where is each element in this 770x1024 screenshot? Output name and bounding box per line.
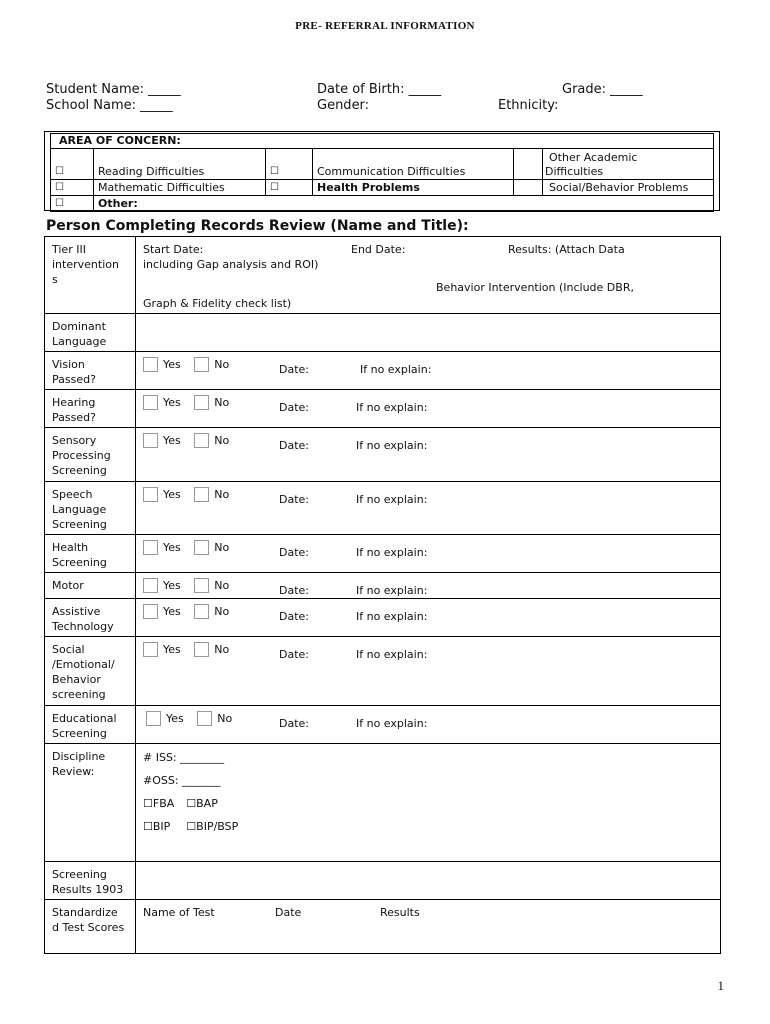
explain-label: If no explain:	[356, 493, 428, 506]
iss-field[interactable]: # ISS: ________	[143, 751, 225, 764]
explain-label: If no explain:	[356, 401, 428, 414]
no-checkbox[interactable]	[194, 578, 209, 593]
explain-label: If no explain:	[356, 584, 428, 597]
explain-label: If no explain:	[356, 546, 428, 559]
tier3-end-date: End Date:	[351, 243, 406, 256]
test-name-header: Name of Test	[143, 906, 215, 919]
tier3-gap: including Gap analysis and ROI)	[143, 258, 319, 271]
oss-field[interactable]: #OSS: _______	[143, 774, 221, 787]
tier3-label: Tier III intervention s	[45, 237, 136, 314]
table-row	[45, 314, 721, 352]
date-label: Date:	[279, 648, 309, 661]
table-row	[45, 900, 721, 954]
no-checkbox[interactable]	[194, 604, 209, 619]
table-row	[45, 862, 721, 900]
tier3-cell[interactable]	[136, 237, 721, 314]
yes-checkbox[interactable]	[143, 604, 158, 619]
no-checkbox[interactable]	[197, 711, 212, 726]
grade-field: Grade: _____	[562, 82, 643, 97]
yes-checkbox[interactable]	[143, 395, 158, 410]
school-name-field: School Name: _____	[46, 98, 173, 113]
no-checkbox[interactable]	[194, 540, 209, 555]
table-row: Speech Language Screening Yes No Date: If no explain:	[45, 482, 721, 535]
yes-checkbox[interactable]	[143, 540, 158, 555]
explain-label: If no explain:	[356, 439, 428, 452]
date-label: Date:	[279, 717, 309, 730]
hearing-label: Hearing Passed?	[45, 390, 136, 428]
table-row: Vision Passed? Yes No Date: If no explain:	[45, 352, 721, 390]
test-results-header: Results	[380, 906, 420, 919]
bap-checkbox[interactable]: ☐BAP	[186, 797, 218, 810]
yes-checkbox[interactable]	[143, 357, 158, 372]
page-number: 1	[717, 978, 724, 993]
health-screening-label: Health Screening	[45, 535, 136, 573]
dominant-language-label: Dominant Language	[45, 314, 136, 352]
date-label: Date:	[279, 493, 309, 506]
no-checkbox[interactable]	[194, 433, 209, 448]
no-checkbox[interactable]	[194, 642, 209, 657]
table-row: Hearing Passed? Yes No Date: If no explain:	[45, 390, 721, 428]
no-checkbox[interactable]	[194, 357, 209, 372]
yes-checkbox[interactable]	[143, 578, 158, 593]
date-label: Date:	[279, 584, 309, 597]
area-of-concern-table	[50, 133, 714, 212]
table-row: Sensory Processing Screening Yes No Date: If no explain:	[45, 428, 721, 482]
math-difficulties-label: Mathematic Difficulties	[94, 180, 266, 196]
tier3-graph: Graph & Fidelity check list)	[143, 297, 292, 310]
table-row: Educational Screening Yes No Date: If no explain:	[45, 706, 721, 744]
student-name-field: Student Name: _____	[46, 82, 181, 97]
communication-difficulties-label: Communication Difficulties	[313, 149, 514, 180]
screening-results-cell[interactable]	[136, 862, 721, 900]
dominant-language-cell[interactable]	[136, 314, 721, 352]
date-label: Date:	[279, 546, 309, 559]
explain-label: If no explain:	[356, 610, 428, 623]
yes-checkbox[interactable]	[143, 642, 158, 657]
screening-results-label: Screening Results 1903	[45, 862, 136, 900]
area-of-concern-heading: AREA OF CONCERN:	[51, 134, 714, 149]
tier3-behavior: Behavior Intervention (Include DBR,	[436, 281, 634, 294]
educational-screening-label: Educational Screening	[45, 706, 136, 744]
health-problems-label: Health Problems	[313, 180, 514, 196]
table-row: Assistive Technology Yes No Date: If no explain:	[45, 599, 721, 637]
table-row	[45, 744, 721, 862]
other-checkbox[interactable]: ☐	[55, 198, 64, 209]
test-date-header: Date	[275, 906, 302, 919]
table-row: Motor Yes No Date: If no explain:	[45, 573, 721, 599]
explain-label: If no explain:	[356, 648, 428, 661]
bip-checkbox[interactable]: ☐BIP	[143, 820, 171, 833]
reading-checkbox[interactable]: ☐	[55, 166, 64, 177]
records-review-table	[44, 236, 721, 954]
date-label: Date:	[279, 439, 309, 452]
math-checkbox[interactable]: ☐	[55, 182, 64, 193]
social-behavior-label: Social/Behavior Problems	[543, 180, 714, 196]
date-label: Date:	[279, 401, 309, 414]
date-label: Date:	[279, 363, 309, 376]
other-label: Other:	[94, 196, 714, 212]
discipline-review-label: Discipline Review:	[45, 744, 136, 862]
speech-label: Speech Language Screening	[45, 482, 136, 535]
no-checkbox[interactable]	[194, 395, 209, 410]
table-row: Health Screening Yes No Date: If no explain:	[45, 535, 721, 573]
other-academic-label: Other Academic Difficulties	[543, 149, 714, 180]
yes-checkbox[interactable]	[143, 487, 158, 502]
yes-checkbox[interactable]	[143, 433, 158, 448]
communication-checkbox[interactable]: ☐	[270, 166, 279, 177]
sensory-label: Sensory Processing Screening	[45, 428, 136, 482]
date-label: Date:	[279, 610, 309, 623]
yes-checkbox[interactable]	[146, 711, 161, 726]
bip-bsp-checkbox[interactable]: ☐BIP/BSP	[186, 820, 239, 833]
no-checkbox[interactable]	[194, 487, 209, 502]
social-emotional-label: Social /Emotional/ Behavior screening	[45, 637, 136, 706]
page-title: PRE- REFERRAL INFORMATION	[295, 20, 475, 32]
tier3-results: Results: (Attach Data	[508, 243, 625, 256]
fba-checkbox[interactable]: ☐FBA	[143, 797, 175, 810]
health-checkbox[interactable]: ☐	[270, 182, 279, 193]
person-completing-heading: Person Completing Records Review (Name and Title):	[46, 218, 469, 234]
assistive-technology-label: Assistive Technology	[45, 599, 136, 637]
date-of-birth-field: Date of Birth: _____	[317, 82, 442, 97]
reading-difficulties-label: Reading Difficulties	[94, 149, 266, 180]
table-row	[45, 237, 721, 314]
ethnicity-field: Ethnicity:	[498, 98, 559, 113]
standardized-test-label: Standardize d Test Scores	[45, 900, 136, 954]
motor-label: Motor	[45, 573, 136, 599]
gender-field: Gender:	[317, 98, 370, 113]
explain-label: If no explain:	[356, 717, 428, 730]
explain-label: If no explain:	[360, 363, 432, 376]
vision-label: Vision Passed?	[45, 352, 136, 390]
tier3-start-date: Start Date:	[143, 243, 204, 256]
table-row: Social /Emotional/ Behavior screening Yes No Date: If no explain:	[45, 637, 721, 706]
